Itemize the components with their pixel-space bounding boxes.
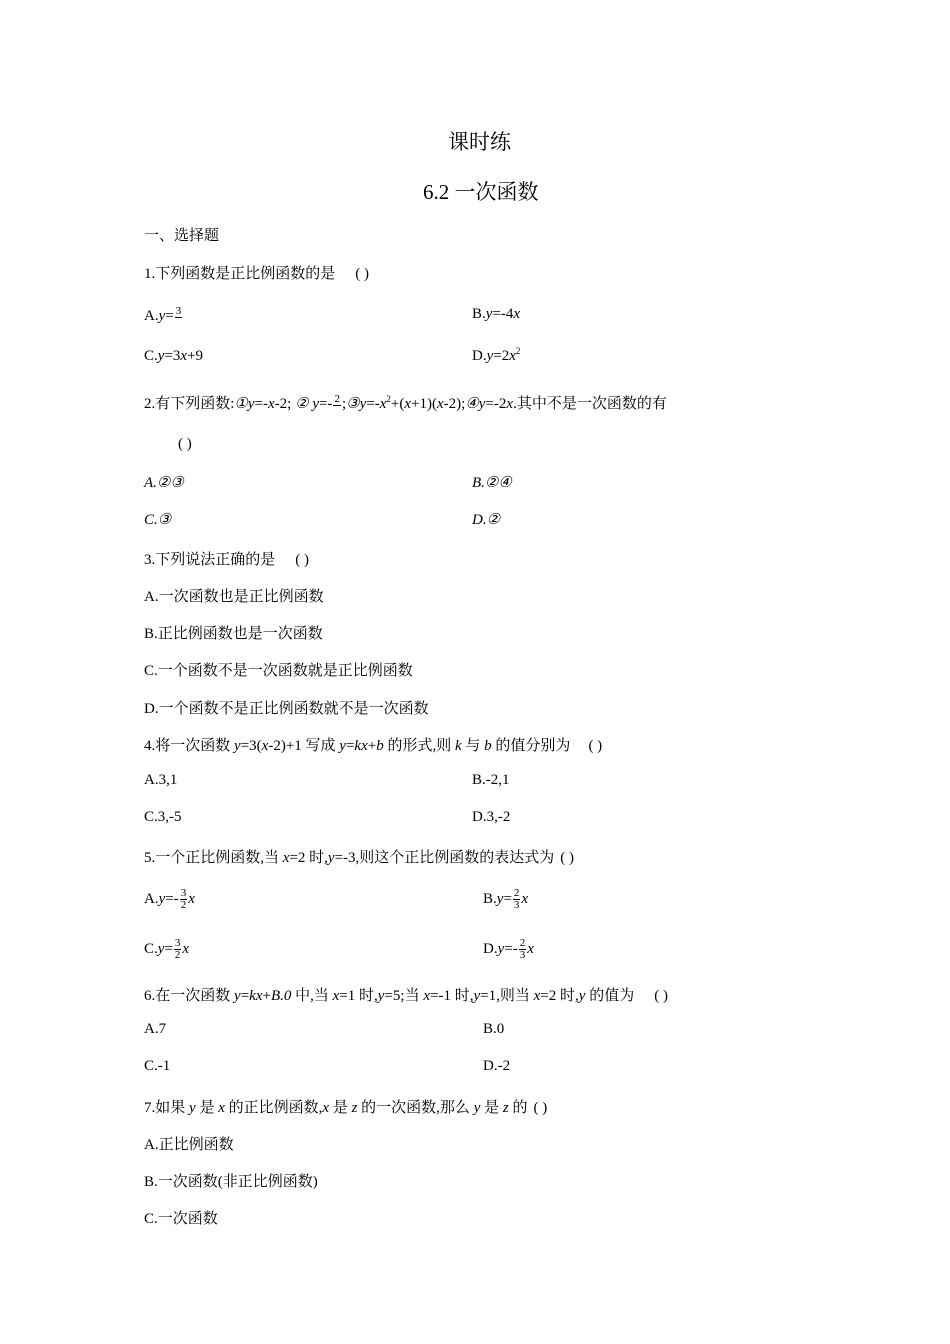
question-1-option-a: A.y= 3 <box>144 305 182 324</box>
question-5-option-d: D.y=- $\frac{2}{3}$ x <box>483 937 534 961</box>
question-4-stem: 4.将一次函数 y=3(x-2)+1 写成 y=kx+b 的形式,则 k 与 b 的值分别为 ( ) <box>144 738 603 754</box>
question-7-option-b: B.一次函数(非正比例函数) <box>144 1174 318 1190</box>
question-6-option-c: C.-1 <box>144 1058 171 1074</box>
question-5-option-a: A.y=- $\frac{3}{2}$ x <box>144 887 195 911</box>
question-5-option-b: B.y= $\frac{2}{3}$ x <box>483 887 529 911</box>
question-3-option-d: D.一个函数不是正比例函数就不是一次函数 <box>144 701 429 717</box>
question-4-option-c: C.3,-5 <box>144 809 182 825</box>
question-5-stem: 5.一个正比例函数,当 x=2 时,y=-3,则这个正比例函数的表达式为 ( ) <box>144 850 575 866</box>
question-4-option-d: D.3,-2 <box>472 809 511 825</box>
question-2-stem: 2.有下列函数:①y=-x-2; ② y=- 2 $;③y=-x^2+(x+1)(x-2);④y=-2x$.其中不是一次函数的有 <box>144 393 667 412</box>
question-5-option-c: C.y= $\frac{3}{2}$ x <box>144 937 190 961</box>
question-1-option-c: C.y=3x+9 <box>144 348 204 364</box>
question-3-option-a: A.一次函数也是正比例函数 <box>144 589 324 605</box>
question-3-option-b: B.正比例函数也是一次函数 <box>144 626 323 642</box>
question-1-option-b: B.y=-4x <box>472 306 521 322</box>
question-2-option-b: B.②④ <box>472 475 512 491</box>
section-heading: 一、选择题 <box>144 228 220 244</box>
question-4-option-b: B.-2,1 <box>472 772 510 788</box>
question-2-option-a: A.②③ <box>144 475 184 491</box>
question-1-option-d: $D.y=2x^2$ <box>472 346 521 364</box>
question-7-option-c: C.一次函数 <box>144 1211 218 1227</box>
question-6-option-b: B.0 <box>483 1021 505 1037</box>
question-1-stem: 1.下列函数是正比例函数的是 ( ) <box>144 266 370 282</box>
question-3-option-c: C.一个函数不是一次函数就是正比例函数 <box>144 663 413 679</box>
page-subtitle: 6.2 一次函数 <box>423 180 539 204</box>
question-2-option-d: D.② <box>472 512 501 528</box>
question-7-option-a: A.正比例函数 <box>144 1137 234 1153</box>
question-6-option-d: D.-2 <box>483 1058 511 1074</box>
question-2-option-c: C.③ <box>144 512 172 528</box>
question-6-option-a: A.7 <box>144 1021 167 1037</box>
question-7-stem: 7.如果 y 是 x 的正比例函数,x 是 z 的一次函数,那么 y 是 z 的 ( ) <box>144 1100 548 1116</box>
question-6-stem: 6.在一次函数 y=kx+B.0 中,当 x=1 时,y=5;当 x=-1 时,y=1,则当 x=2 时,y 的值为 ( ) <box>144 988 668 1004</box>
page-title: 课时练 <box>448 130 511 154</box>
question-3-stem: 3.下列说法正确的是 ( ) <box>144 552 310 568</box>
question-4-option-a: A.3,1 <box>144 772 178 788</box>
question-2-paren: ( ) <box>178 436 192 452</box>
